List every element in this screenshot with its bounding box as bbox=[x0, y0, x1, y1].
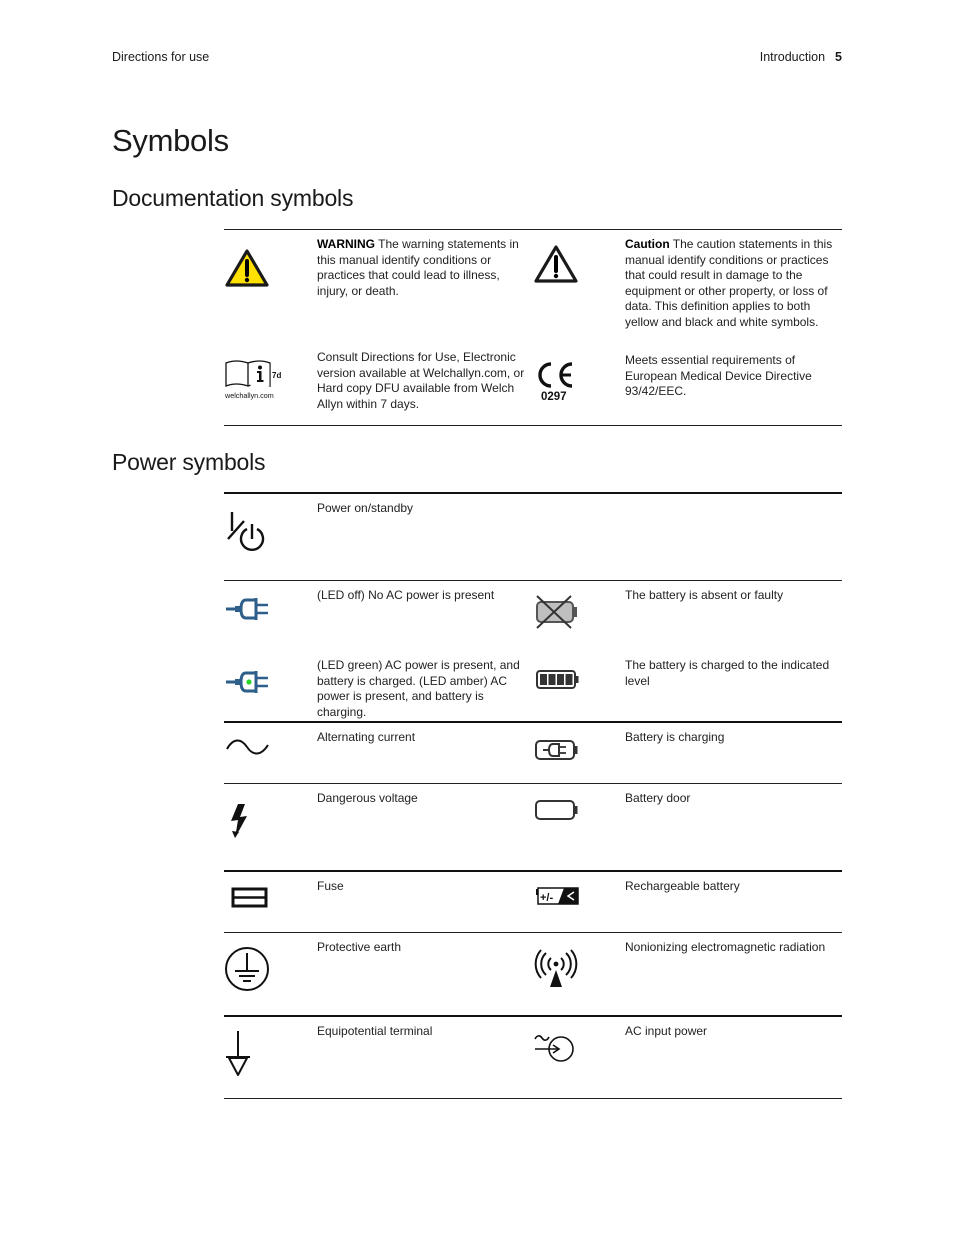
running-header-left: Directions for use bbox=[112, 50, 210, 64]
table-row bbox=[224, 783, 842, 870]
power-standby-label: Power on/standby bbox=[317, 501, 414, 515]
dangerous-voltage-label: Dangerous voltage bbox=[317, 791, 418, 805]
warning-description bbox=[317, 237, 531, 299]
documentation-symbols-table bbox=[224, 229, 842, 426]
warning-yellow-triangle-icon bbox=[224, 248, 270, 288]
battery-door-label: Battery door bbox=[625, 791, 691, 805]
consult-dfu-description: Consult Directions for Use, Electronic version available at Welchallyn.com, or Hard copy DFU available from Welch Allyn within 7 days. bbox=[317, 350, 525, 411]
fuse-icon bbox=[230, 886, 270, 910]
alternating-current-label: Alternating current bbox=[317, 730, 416, 744]
ac-input-power-label: AC input power bbox=[625, 1024, 708, 1038]
warning-label: WARNING bbox=[317, 237, 375, 251]
battery-faulty-label: The battery is absent or faulty bbox=[625, 588, 784, 602]
fuse-label: Fuse bbox=[317, 879, 344, 893]
power-symbols-heading: Power symbols bbox=[112, 449, 266, 475]
ac-input-power-icon bbox=[533, 1031, 579, 1063]
caution-description bbox=[625, 237, 835, 331]
nonionizing-radiation-icon bbox=[533, 949, 579, 989]
ac-plug-led-off-icon bbox=[226, 597, 272, 621]
table-row bbox=[224, 721, 842, 783]
table-row bbox=[224, 580, 842, 652]
dangerous-voltage-icon bbox=[228, 803, 250, 841]
equipotential-terminal-icon bbox=[225, 1031, 253, 1077]
table-row bbox=[224, 932, 842, 1015]
caution-label: Caution bbox=[625, 237, 670, 251]
caution-text: The caution statements in this manual identify conditions or practices that could result in damage to the equipment or other property, or loss of data. This definition applies to both yellow and black and white symbols. bbox=[625, 237, 833, 329]
power-symbols-table bbox=[224, 492, 842, 1099]
consult-dfu-icon bbox=[224, 358, 286, 400]
ac-power-present-label: (LED green) AC power is present, and battery is charged. (LED amber) AC power is present, and battery is charging. bbox=[317, 658, 520, 719]
table-row bbox=[224, 229, 842, 343]
protective-earth-icon bbox=[224, 946, 270, 992]
equipotential-terminal-label: Equipotential terminal bbox=[317, 1024, 433, 1038]
battery-charging-label: Battery is charging bbox=[625, 730, 725, 744]
table-row bbox=[224, 1015, 842, 1098]
power-standby-icon bbox=[224, 509, 268, 555]
ce-number: 0297 bbox=[541, 391, 567, 403]
ce-mark-icon bbox=[534, 358, 578, 402]
page-number: 5 bbox=[835, 50, 842, 64]
rechargeable-battery-label: Rechargeable battery bbox=[625, 879, 740, 893]
documentation-symbols-heading: Documentation symbols bbox=[112, 185, 354, 211]
warning-text: The warning statements in this manual identify conditions or practices that could lead to illness, injury, or death. bbox=[317, 237, 519, 298]
rechargeable-battery-marker: +/- bbox=[540, 892, 554, 904]
caution-triangle-icon bbox=[533, 244, 579, 284]
battery-faulty-icon bbox=[534, 594, 580, 630]
table-row bbox=[224, 343, 842, 425]
protective-earth-label: Protective earth bbox=[317, 940, 402, 954]
page-title: Symbols bbox=[112, 123, 229, 158]
dfu-website-label: welchallyn.com bbox=[225, 391, 274, 400]
rechargeable-battery-icon bbox=[534, 886, 580, 908]
running-header-right bbox=[760, 50, 842, 64]
battery-level-label: The battery is charged to the indicated level bbox=[625, 658, 830, 688]
ce-mark-description: Meets essential requirements of European Medical Device Directive 93/42/EEC. bbox=[625, 353, 812, 399]
table-row bbox=[224, 492, 842, 580]
ac-plug-led-green-icon bbox=[226, 670, 272, 694]
battery-charging-icon bbox=[534, 738, 580, 762]
nonionizing-radiation-label: Nonionizing electromagnetic radiation bbox=[625, 940, 826, 954]
battery-door-icon bbox=[534, 798, 580, 824]
battery-level-icon bbox=[535, 668, 581, 692]
table-row bbox=[224, 652, 842, 721]
table-row bbox=[224, 870, 842, 932]
dfu-7d-label: 7d bbox=[272, 371, 282, 380]
no-ac-power-label: (LED off) No AC power is present bbox=[317, 588, 495, 602]
alternating-current-icon bbox=[225, 736, 271, 758]
running-header-section: Introduction bbox=[759, 50, 826, 64]
